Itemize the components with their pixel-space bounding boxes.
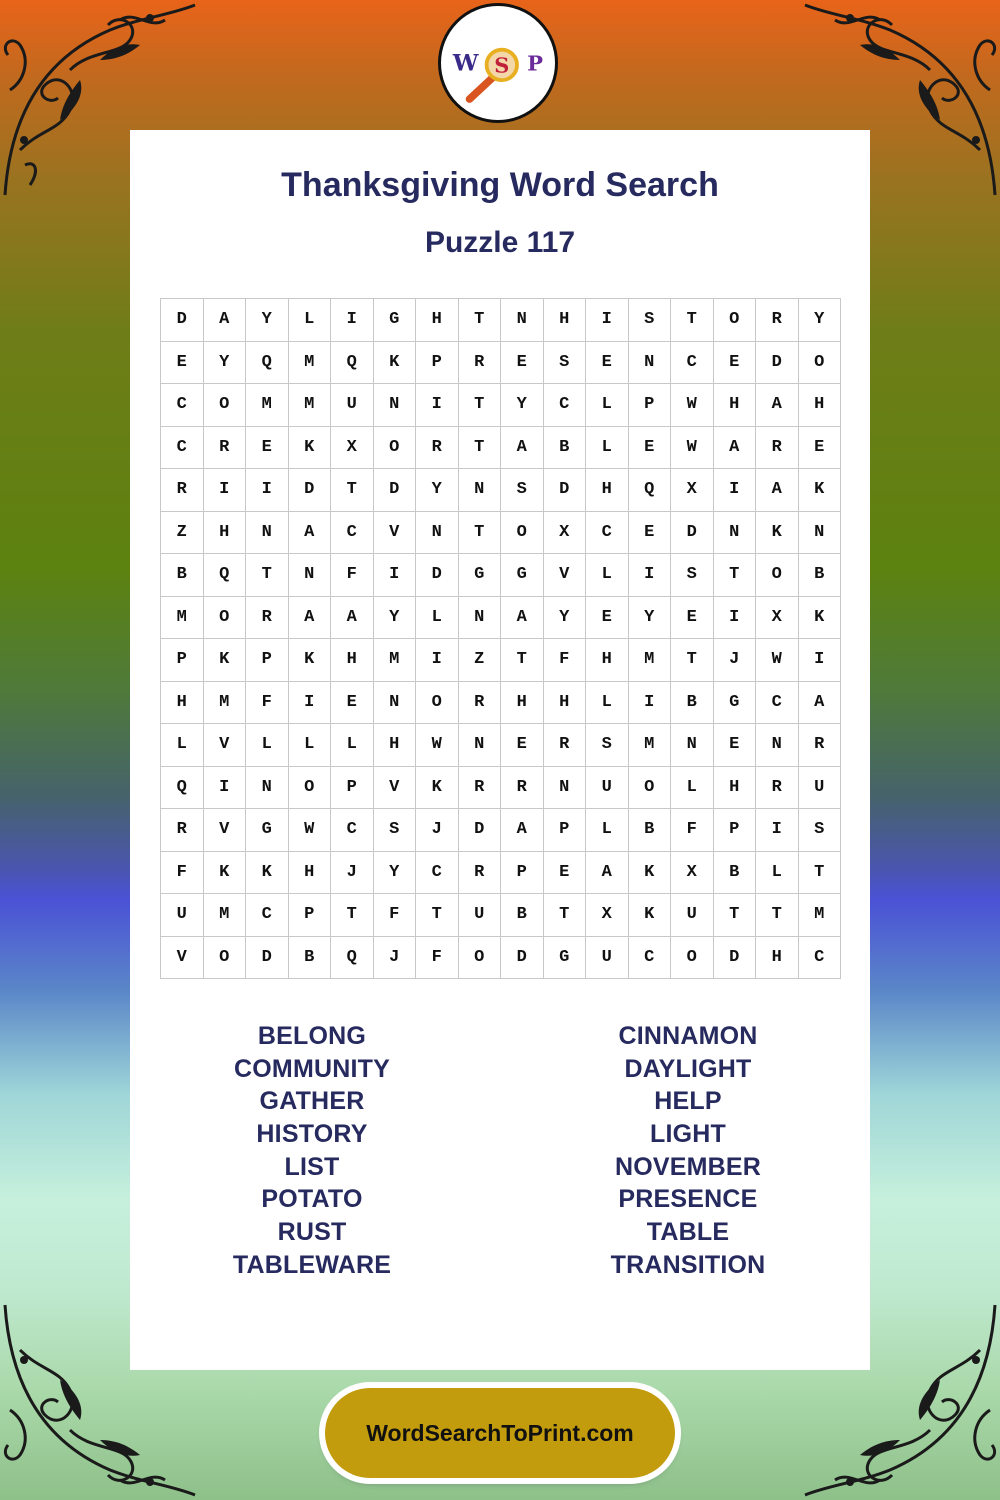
grid-cell: A: [204, 299, 247, 342]
logo-letter-w: W: [452, 50, 479, 77]
grid-cell: V: [374, 512, 417, 555]
grid-cell: E: [714, 724, 757, 767]
grid-cell: T: [246, 554, 289, 597]
grid-cell: E: [161, 342, 204, 385]
word-item: GATHER: [259, 1087, 365, 1116]
grid-cell: W: [289, 809, 332, 852]
grid-cell: S: [374, 809, 417, 852]
grid-cell: G: [714, 682, 757, 725]
grid-cell: N: [799, 512, 842, 555]
grid-cell: Z: [161, 512, 204, 555]
grid-cell: O: [714, 299, 757, 342]
grid-cell: A: [501, 597, 544, 640]
grid-cell: O: [204, 384, 247, 427]
grid-cell: G: [374, 299, 417, 342]
grid-cell: R: [756, 427, 799, 470]
grid-cell: X: [671, 469, 714, 512]
grid-cell: E: [799, 427, 842, 470]
grid-cell: I: [416, 384, 459, 427]
grid-cell: J: [416, 809, 459, 852]
grid-cell: T: [416, 894, 459, 937]
grid-cell: I: [714, 597, 757, 640]
grid-cell: D: [161, 299, 204, 342]
grid-cell: Y: [204, 342, 247, 385]
grid-cell: P: [246, 639, 289, 682]
grid-cell: E: [629, 427, 672, 470]
grid-cell: A: [714, 427, 757, 470]
grid-cell: G: [544, 937, 587, 980]
grid-cell: X: [756, 597, 799, 640]
word-item: CINNAMON: [618, 1022, 758, 1050]
grid-cell: L: [586, 682, 629, 725]
grid-cell: R: [459, 767, 502, 810]
grid-cell: T: [799, 852, 842, 895]
grid-cell: B: [501, 894, 544, 937]
grid-cell: V: [161, 937, 204, 980]
grid-cell: A: [756, 469, 799, 512]
grid-cell: M: [161, 597, 204, 640]
grid-cell: O: [799, 342, 842, 385]
word-item: LIGHT: [650, 1120, 726, 1149]
word-item: TRANSITION: [610, 1250, 766, 1279]
grid-cell: S: [501, 469, 544, 512]
grid-cell: B: [714, 852, 757, 895]
grid-cell: W: [671, 384, 714, 427]
grid-cell: S: [799, 809, 842, 852]
grid-cell: O: [289, 767, 332, 810]
grid-cell: H: [799, 384, 842, 427]
grid-cell: H: [586, 639, 629, 682]
word-item: HELP: [654, 1087, 722, 1116]
grid-cell: P: [331, 767, 374, 810]
grid-cell: E: [671, 597, 714, 640]
grid-cell: I: [756, 809, 799, 852]
grid-cell: T: [459, 384, 502, 427]
grid-cell: N: [459, 469, 502, 512]
grid-cell: E: [714, 342, 757, 385]
grid-cell: U: [331, 384, 374, 427]
grid-cell: H: [204, 512, 247, 555]
grid-cell: O: [501, 512, 544, 555]
grid-cell: B: [289, 937, 332, 980]
grid-cell: Y: [374, 597, 417, 640]
grid-cell: K: [204, 639, 247, 682]
grid-cell: D: [416, 554, 459, 597]
grid-cell: N: [246, 767, 289, 810]
grid-cell: D: [246, 937, 289, 980]
grid-cell: F: [331, 554, 374, 597]
grid-cell: U: [459, 894, 502, 937]
grid-cell: P: [501, 852, 544, 895]
grid-cell: J: [374, 937, 417, 980]
grid-cell: P: [416, 342, 459, 385]
grid-cell: O: [629, 767, 672, 810]
grid-cell: X: [331, 427, 374, 470]
grid-cell: J: [714, 639, 757, 682]
grid-cell: T: [331, 894, 374, 937]
grid-cell: C: [544, 384, 587, 427]
grid-cell: C: [331, 809, 374, 852]
grid-cell: M: [289, 384, 332, 427]
grid-cell: X: [586, 894, 629, 937]
grid-cell: U: [586, 937, 629, 980]
page-title: Thanksgiving Word Search: [281, 166, 719, 204]
word-list-right: [528, 1020, 848, 1282]
puzzle-card: [130, 130, 870, 1370]
grid-cell: I: [204, 469, 247, 512]
grid-cell: S: [671, 554, 714, 597]
grid-cell: M: [374, 639, 417, 682]
grid-cell: A: [289, 597, 332, 640]
grid-cell: I: [799, 639, 842, 682]
grid-cell: K: [204, 852, 247, 895]
grid-cell: E: [501, 342, 544, 385]
grid-cell: K: [289, 427, 332, 470]
grid-cell: R: [459, 852, 502, 895]
grid-cell: R: [501, 767, 544, 810]
grid-cell: M: [799, 894, 842, 937]
grid-cell: W: [671, 427, 714, 470]
grid-cell: K: [799, 469, 842, 512]
grid-cell: P: [544, 809, 587, 852]
grid-cell: B: [629, 809, 672, 852]
word-item: TABLE: [646, 1218, 730, 1247]
grid-cell: X: [671, 852, 714, 895]
grid-cell: N: [374, 384, 417, 427]
grid-cell: N: [501, 299, 544, 342]
grid-cell: E: [331, 682, 374, 725]
grid-cell: N: [416, 512, 459, 555]
grid-cell: R: [416, 427, 459, 470]
grid-cell: H: [374, 724, 417, 767]
grid-cell: W: [756, 639, 799, 682]
grid-cell: P: [629, 384, 672, 427]
grid-cell: I: [374, 554, 417, 597]
grid-cell: S: [629, 299, 672, 342]
grid-cell: T: [714, 894, 757, 937]
grid-cell: R: [544, 724, 587, 767]
grid-cell: D: [289, 469, 332, 512]
letter-grid: [160, 298, 841, 979]
grid-cell: C: [331, 512, 374, 555]
grid-cell: H: [756, 937, 799, 980]
grid-cell: Y: [544, 597, 587, 640]
grid-cell: W: [416, 724, 459, 767]
grid-cell: H: [714, 767, 757, 810]
grid-cell: L: [289, 299, 332, 342]
grid-cell: T: [671, 299, 714, 342]
grid-cell: P: [161, 639, 204, 682]
grid-cell: H: [586, 469, 629, 512]
grid-cell: F: [671, 809, 714, 852]
grid-cell: K: [289, 639, 332, 682]
grid-cell: B: [161, 554, 204, 597]
word-item: TABLEWARE: [232, 1250, 392, 1279]
grid-cell: K: [629, 894, 672, 937]
grid-cell: I: [586, 299, 629, 342]
grid-cell: Q: [331, 342, 374, 385]
grid-cell: Y: [799, 299, 842, 342]
grid-cell: G: [246, 809, 289, 852]
grid-cell: K: [416, 767, 459, 810]
grid-cell: V: [204, 724, 247, 767]
word-item: LIST: [284, 1152, 340, 1181]
grid-cell: I: [416, 639, 459, 682]
grid-cell: Z: [459, 639, 502, 682]
grid-cell: H: [416, 299, 459, 342]
grid-cell: L: [331, 724, 374, 767]
grid-cell: I: [204, 767, 247, 810]
grid-cell: D: [714, 937, 757, 980]
grid-cell: H: [501, 682, 544, 725]
wsp-logo: [438, 3, 558, 123]
grid-cell: N: [671, 724, 714, 767]
grid-cell: Q: [246, 342, 289, 385]
grid-cell: M: [204, 682, 247, 725]
grid-cell: E: [629, 512, 672, 555]
grid-cell: L: [756, 852, 799, 895]
grid-cell: H: [714, 384, 757, 427]
grid-cell: H: [289, 852, 332, 895]
grid-cell: I: [629, 682, 672, 725]
grid-cell: E: [544, 852, 587, 895]
grid-cell: I: [246, 469, 289, 512]
grid-cell: H: [161, 682, 204, 725]
grid-cell: O: [204, 597, 247, 640]
grid-cell: E: [586, 342, 629, 385]
grid-cell: T: [331, 469, 374, 512]
grid-cell: C: [161, 427, 204, 470]
grid-cell: L: [586, 809, 629, 852]
grid-cell: N: [459, 597, 502, 640]
grid-cell: Y: [246, 299, 289, 342]
word-item: DAYLIGHT: [624, 1054, 752, 1083]
grid-cell: Y: [501, 384, 544, 427]
grid-cell: G: [459, 554, 502, 597]
grid-cell: V: [374, 767, 417, 810]
grid-cell: B: [799, 554, 842, 597]
grid-cell: L: [671, 767, 714, 810]
grid-cell: M: [246, 384, 289, 427]
grid-cell: U: [799, 767, 842, 810]
grid-cell: T: [459, 427, 502, 470]
grid-cell: C: [416, 852, 459, 895]
grid-cell: C: [756, 682, 799, 725]
grid-cell: L: [161, 724, 204, 767]
grid-cell: C: [799, 937, 842, 980]
grid-cell: V: [204, 809, 247, 852]
grid-cell: R: [161, 469, 204, 512]
grid-cell: A: [799, 682, 842, 725]
grid-cell: M: [289, 342, 332, 385]
grid-cell: U: [161, 894, 204, 937]
word-item: PRESENCE: [618, 1185, 758, 1214]
grid-cell: O: [416, 682, 459, 725]
grid-cell: K: [629, 852, 672, 895]
grid-cell: F: [246, 682, 289, 725]
grid-cell: O: [204, 937, 247, 980]
grid-cell: Q: [629, 469, 672, 512]
grid-cell: T: [459, 299, 502, 342]
word-item: NOVEMBER: [614, 1152, 762, 1181]
grid-cell: R: [246, 597, 289, 640]
grid-cell: P: [714, 809, 757, 852]
grid-cell: R: [161, 809, 204, 852]
grid-cell: G: [501, 554, 544, 597]
grid-cell: R: [756, 767, 799, 810]
grid-cell: C: [161, 384, 204, 427]
grid-cell: N: [544, 767, 587, 810]
grid-cell: O: [374, 427, 417, 470]
grid-cell: D: [459, 809, 502, 852]
grid-cell: N: [714, 512, 757, 555]
grid-cell: V: [544, 554, 587, 597]
grid-cell: L: [586, 554, 629, 597]
grid-cell: K: [756, 512, 799, 555]
grid-cell: F: [161, 852, 204, 895]
grid-cell: B: [544, 427, 587, 470]
grid-cell: Q: [331, 937, 374, 980]
grid-cell: D: [671, 512, 714, 555]
grid-cell: N: [246, 512, 289, 555]
grid-cell: M: [204, 894, 247, 937]
grid-cell: I: [289, 682, 332, 725]
grid-cell: N: [289, 554, 332, 597]
grid-cell: L: [586, 384, 629, 427]
grid-cell: Y: [416, 469, 459, 512]
grid-cell: K: [799, 597, 842, 640]
grid-cell: C: [671, 342, 714, 385]
grid-cell: T: [544, 894, 587, 937]
grid-cell: E: [586, 597, 629, 640]
word-item: BELONG: [257, 1022, 367, 1050]
grid-cell: T: [459, 512, 502, 555]
grid-cell: U: [671, 894, 714, 937]
grid-cell: A: [586, 852, 629, 895]
logo-letter-p: P: [527, 50, 543, 76]
word-item: POTATO: [261, 1185, 363, 1214]
grid-cell: R: [459, 682, 502, 725]
grid-cell: A: [501, 809, 544, 852]
grid-cell: N: [756, 724, 799, 767]
grid-cell: H: [331, 639, 374, 682]
word-list-left: [152, 1020, 472, 1282]
grid-cell: N: [374, 682, 417, 725]
grid-cell: A: [289, 512, 332, 555]
grid-cell: C: [586, 512, 629, 555]
grid-cell: E: [501, 724, 544, 767]
grid-cell: R: [799, 724, 842, 767]
grid-cell: D: [501, 937, 544, 980]
grid-cell: A: [331, 597, 374, 640]
puzzle-number: Puzzle 117: [424, 226, 576, 259]
grid-cell: C: [629, 937, 672, 980]
grid-cell: I: [629, 554, 672, 597]
grid-cell: Y: [629, 597, 672, 640]
grid-cell: Q: [204, 554, 247, 597]
grid-cell: T: [756, 894, 799, 937]
grid-cell: Y: [374, 852, 417, 895]
grid-cell: S: [544, 342, 587, 385]
grid-cell: K: [246, 852, 289, 895]
word-item: HISTORY: [256, 1120, 368, 1149]
grid-cell: A: [501, 427, 544, 470]
grid-cell: T: [714, 554, 757, 597]
grid-cell: K: [374, 342, 417, 385]
grid-cell: N: [459, 724, 502, 767]
grid-cell: O: [756, 554, 799, 597]
grid-cell: D: [756, 342, 799, 385]
grid-cell: T: [501, 639, 544, 682]
grid-cell: M: [629, 639, 672, 682]
grid-cell: E: [246, 427, 289, 470]
grid-cell: H: [544, 682, 587, 725]
grid-cell: S: [586, 724, 629, 767]
logo-letter-s: S: [494, 52, 510, 78]
grid-cell: C: [246, 894, 289, 937]
grid-cell: T: [671, 639, 714, 682]
grid-cell: F: [416, 937, 459, 980]
grid-cell: D: [374, 469, 417, 512]
grid-cell: P: [289, 894, 332, 937]
grid-cell: F: [374, 894, 417, 937]
grid-cell: I: [331, 299, 374, 342]
grid-cell: B: [671, 682, 714, 725]
grid-cell: D: [544, 469, 587, 512]
grid-cell: L: [246, 724, 289, 767]
grid-cell: O: [671, 937, 714, 980]
grid-cell: L: [289, 724, 332, 767]
site-url[interactable]: WordSearchToPrint.com: [366, 1419, 634, 1446]
grid-cell: L: [586, 427, 629, 470]
site-badge[interactable]: [325, 1388, 675, 1478]
word-item: COMMUNITY: [234, 1054, 390, 1083]
grid-cell: U: [586, 767, 629, 810]
grid-cell: X: [544, 512, 587, 555]
word-item: RUST: [277, 1218, 347, 1247]
grid-cell: H: [544, 299, 587, 342]
grid-cell: R: [756, 299, 799, 342]
grid-cell: A: [756, 384, 799, 427]
grid-cell: R: [459, 342, 502, 385]
grid-cell: I: [714, 469, 757, 512]
grid-cell: M: [629, 724, 672, 767]
grid-cell: O: [459, 937, 502, 980]
grid-cell: N: [629, 342, 672, 385]
grid-cell: R: [204, 427, 247, 470]
grid-cell: J: [331, 852, 374, 895]
grid-cell: Q: [161, 767, 204, 810]
grid-cell: L: [416, 597, 459, 640]
grid-cell: F: [544, 639, 587, 682]
